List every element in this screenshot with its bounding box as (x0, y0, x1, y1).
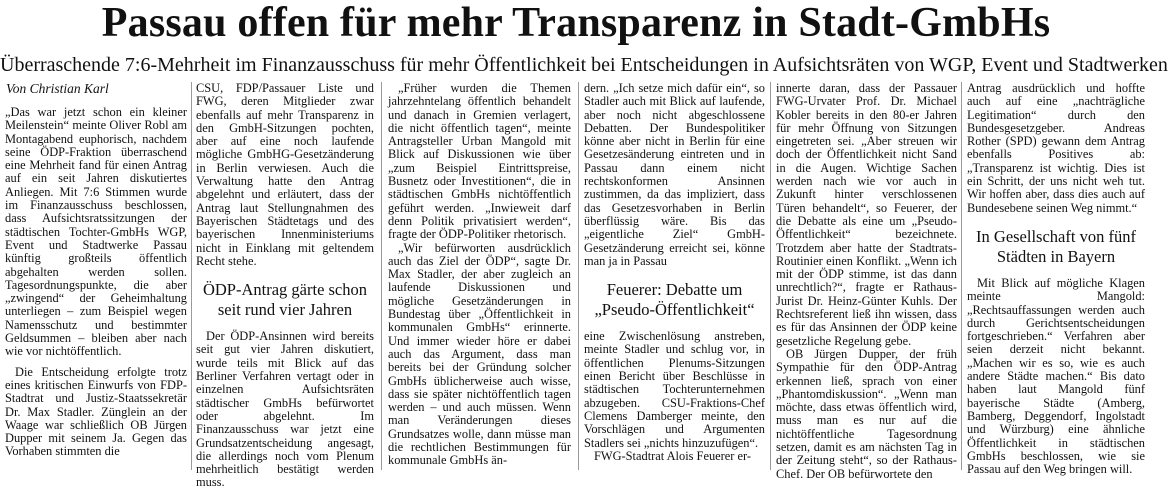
paragraph: „Das war jetzt schon ein kleiner Meilenstein“ meinte Oliver Robl am Montagabend euphorisch, nachdem seine ÖDP-Fraktion überraschend eine Mehrheit fand für einen Antrag auf ein seit Jahren diskutiertes Anliegen. Mit 7:6 Stimmen wurde im Finanzausschuss beschlossen, dass Aufsichtsratssitzungen der städtischen Tochter-GmbHs WGP, Event und Stadtwerke Passau künftig großteils öffentlich abgehalten werden sollen. Tagesordnungspunkte, die aber „zwingend“ der Geheimhaltung unterliegen – zum Beispiel wegen Namensschutz und bestimmter Geldsummen – bleiben aber nach wie vor nichtöffentlich. (5, 105, 187, 359)
paragraph: „Wir befürworten ausdrücklich auch das Ziel der ÖDP“, sagte Dr. Max Stadler, der aber zugleich an laufende Diskussionen und mögliche Gesetzänderungen in Bundestag über „Öffentlichkeit in kommunalen GmbHs“ erinnerte. Und immer wieder höre er dabei auch das Argument, dass man bereits bei der Gründung solcher GmbHs üblicherweise auch wisse, dass sie später nichtöffentlich tagen werden – und auch müssen. Wenn man Veränderungen dieses Grundsatzes wolle, dann müsse man die rechtlichen Bestimmungen für kommunale GmbHs än- (388, 240, 571, 468)
column-rule (191, 82, 192, 470)
paragraph: FWG-Stadtrat Alois Feuerer er- (594, 448, 751, 463)
subheading: Feuerer: Debatte um „Pseudo-Öffentlichkeit“ (594, 280, 755, 320)
headline: Passau offen für mehr Transparenz in Stadt-GmbHs (101, 0, 1051, 46)
paragraph: Der ÖDP-Ansinnen wird bereits seit gut vier Jahren diskutiert, wurde teils mit Blick auf das Berliner Verfahren vertagt oder in einzelnen Aufsichtsräten städtischer GmbHs befürwortet oder abgelehnt. Im Finanzausschuss war jetzt eine Grundsatzentscheidung angesagt, die allerdings noch vom Plenum mehrheitlich bestätigt werden muss. (196, 329, 374, 490)
author-byline: Von Christian Karl (6, 81, 109, 96)
paragraph: eine Zwischenlösung anstreben, meinte Stadler und schlug vor, in öffentlichen Plenums-Sitzungen einen Bericht über Beschlüsse in städtischen Tochterunternehmen abzugeben. CSU-Fraktions-Chef Clemens Damberger meinte, den Vorschlägen und Argumenten Stadlers sei „nichts hinzuzufügen“. (584, 329, 765, 450)
paragraph: Antrag ausdrücklich und hoffte auch auf eine „nachträgliche Legitimation“ durch den Bundesgesetzgeber. Andreas Rother (SPD) gewann dem Antrag ebenfalls Positives ab: „Transparenz ist wichtig. Dies ist ein Schritt, der uns nicht weh tut. Wir hoffen aber, dass dies auch auf Bundesebene seinen Weg nimmt.“ (967, 81, 1145, 215)
paragraph: OB Jürgen Dupper, der früh Sympathie für den ÖDP-Antrag erkennen ließ, sprach von einer „Phantomdiskussion“. „Wenn man möchte, dass etwas öffentlich wird, muss man es nur auf die nichtöffentliche Tagesordnung setzen, damit es am nächsten Tag in der Zeitung steht“, so der Rathaus-Chef. Der OB befürwortete den (776, 346, 957, 481)
paragraph: dern. „Ich setze mich dafür ein“, so Stadler auch mit Blick auf laufende, aber noch nicht abgeschlossene Debatten. Der Bundespolitiker könne aber nicht in Berlin für eine Gesetzesänderung eintreten und in Passau dann einem nicht rechtskonformen Ansinnen zustimmen, da das impliziert, dass das Gesetzesvorhaben in Berlin überflüssig wäre. Bis das „eigentliche Ziel“ GmbH-Gesetzänderung erreicht sei, könne man ja in Passau (584, 81, 765, 268)
article-column-6 (967, 81, 1145, 477)
paragraph: innerte daran, dass der Passauer FWG-Urvater Prof. Dr. Michael Kobler bereits in den 80-er Jahren für mehr Öffnung von Sitzungen eingetreten sei. „Aber streuen wir doch der Öffentlichkeit nicht Sand in die Augen. Wichtige Sachen werden nach wie vor auch in Zukunft hinter verschlossenen Türen behandelt“, so Feuerer, der die Debatte als eine um „Pseudo-Öffentlichkeit“ bezeichnete. Trotzdem aber hatte der Stadtrats-Routinier einen Konflikt. „Wenn ich mit der ÖDP stimme, ist das dann unrechtlich?“, fragte er Rathaus-Jurist Dr. Heinz-Günter Kuhls. Der Rechtsreferent ließ ihn wissen, dass es für das Ansinnen der ÖDP keine gesetzliche Regelung gebe. (776, 81, 957, 348)
subheading: ÖDP-Antrag gärte schon seit rund vier Jahren (202, 280, 368, 320)
column-rule (381, 82, 382, 470)
column-rule (961, 82, 962, 470)
column-rule (770, 82, 771, 470)
paragraph: Mit Blick auf mögliche Klagen meinte Mangold: „Rechtsauffassungen werden auch durch Gerichtsentscheidungen fortgeschrieben.“ Verfahren aber seien derzeit nicht bekannt. „Machen wir es so, wie es auch andere Städte machen.“ Bis dato haben laut Mangold fünf bayerische Städte (Amberg, Bamberg, Deggendorf, Ingolstadt und Würzburg) eine ähnliche Öffentlichkeit in städtischen GmbHs beschlossen, wie sie Passau auf den Weg bringen will. (967, 275, 1145, 477)
paragraph: „Früher wurden die Themen jahrzehntelang öffentlich behandelt und danach in Gremien verlagert, die nicht öffentlich tagen“, meinte Antragsteller Urban Mangold mit Blick auf Diskussionen wie über „zum Beispiel Eintrittspreise, Busnetz oder Investitionen“, die in städtischen GmbHs nichtöffentlich geführt werden. „Inwieweit darf denn Politik privatisiert werden“, fragte der ÖDP-Politiker rhetorisch. (388, 81, 571, 242)
article-column-4 (584, 81, 765, 463)
column-rule (578, 82, 579, 470)
paragraph: CSU, FDP/Passauer Liste und FWG, deren Mitglieder zwar ebenfalls auf mehr Transparenz in den GmbH-Sitzungen pochten, aber auf eine noch laufende mögliche GmbHG-Gesetzänderung in Berlin verwiesen. Auch die Verwaltung hatte den Antrag abgelehnt und erläutert, dass der Antrag laut Stellungnahmen des Bayerischen Städtetags und des bayerischen Innenministeriums nicht in Einklang mit geltendem Recht stehe. (196, 81, 374, 268)
article-column-1 (5, 106, 187, 476)
subtitle: Überraschende 7:6-Mehrheit im Finanzausschuss für mehr Öffentlichkeit bei Entscheidungen in Aufsichtsräten von WGP, Event und Stadtwerken (0, 54, 1168, 76)
article-column-3 (388, 81, 571, 468)
article-column-2 (196, 81, 374, 490)
subheading: In Gesellschaft von fünf Städten in Bayern (976, 226, 1136, 266)
paragraph: Die Entscheidung erfolgte trotz eines kritischen Einwurfs von FDP-Stadtrat und Justiz-Staatssekretär Dr. Max Stadler. Zünglein an der Waage war schließlich OB Jürgen Dupper mit seinem Ja. Gegen das Vorhaben stimmten die (5, 364, 187, 459)
article-column-5 (776, 81, 957, 481)
